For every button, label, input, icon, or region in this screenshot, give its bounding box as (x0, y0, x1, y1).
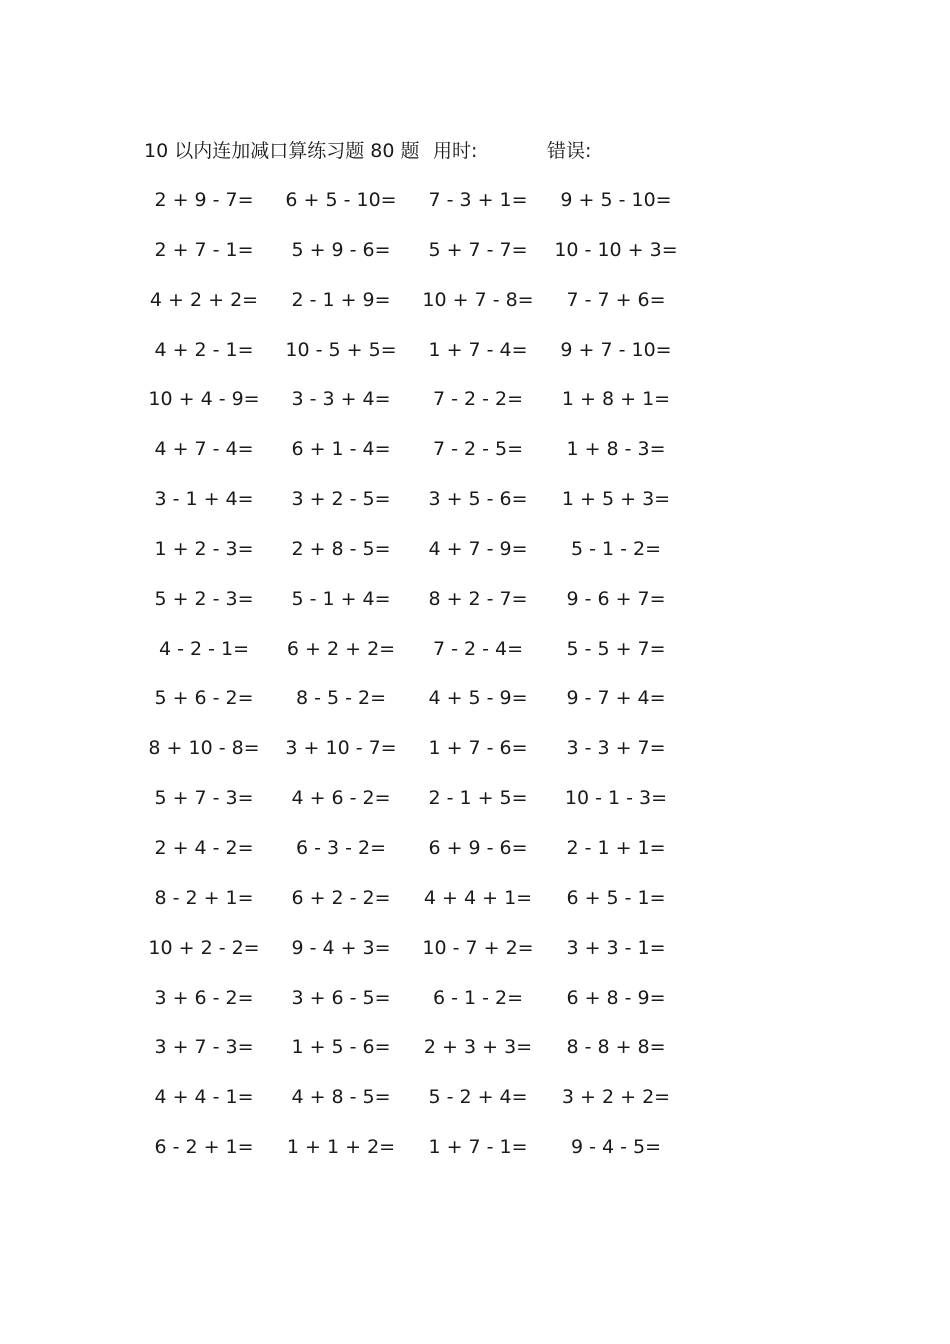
arithmetic-problem: 5 + 2 - 3= (154, 587, 254, 610)
arithmetic-problem: 5 - 2 + 4= (428, 1086, 528, 1109)
arithmetic-problem: 4 - 2 - 1= (158, 637, 250, 660)
problem-row (0, 586, 950, 636)
arithmetic-problem: 3 + 7 - 3= (154, 1036, 254, 1059)
arithmetic-problem: 9 - 7 + 4= (566, 687, 666, 710)
arithmetic-problem: 3 + 3 - 1= (566, 936, 666, 959)
problem-grid (0, 187, 950, 1184)
problem-row (0, 187, 950, 237)
arithmetic-problem: 9 - 4 - 5= (570, 1136, 662, 1159)
arithmetic-problem: 3 - 3 + 7= (566, 737, 666, 760)
time-used-label: 用时: (433, 140, 478, 162)
arithmetic-problem: 2 - 1 + 5= (428, 787, 528, 810)
problem-row (0, 287, 950, 337)
arithmetic-problem: 5 - 1 + 4= (291, 587, 391, 610)
arithmetic-problem: 2 + 8 - 5= (291, 537, 391, 560)
problem-row (0, 835, 950, 885)
arithmetic-problem: 7 - 2 - 5= (432, 438, 524, 461)
arithmetic-problem: 6 + 5 - 1= (566, 886, 666, 909)
problem-row (0, 486, 950, 536)
arithmetic-problem: 9 + 7 - 10= (560, 338, 672, 361)
arithmetic-problem: 3 + 6 - 5= (291, 986, 391, 1009)
arithmetic-problem: 3 + 5 - 6= (428, 488, 528, 511)
arithmetic-problem: 3 - 1 + 4= (154, 488, 254, 511)
arithmetic-problem: 4 + 7 - 9= (428, 537, 528, 560)
arithmetic-problem: 2 - 1 + 1= (566, 836, 666, 859)
problem-row (0, 636, 950, 686)
arithmetic-problem: 1 + 7 - 6= (428, 737, 528, 760)
problem-row (0, 985, 950, 1035)
arithmetic-problem: 7 - 7 + 6= (566, 288, 666, 311)
problem-row (0, 337, 950, 387)
arithmetic-problem: 4 + 7 - 4= (154, 438, 254, 461)
arithmetic-problem: 10 - 7 + 2= (422, 936, 534, 959)
arithmetic-problem: 1 + 5 - 6= (291, 1036, 391, 1059)
arithmetic-problem: 6 + 8 - 9= (566, 986, 666, 1009)
arithmetic-problem: 3 + 10 - 7= (285, 737, 397, 760)
arithmetic-problem: 5 + 6 - 2= (154, 687, 254, 710)
arithmetic-problem: 8 - 8 + 8= (566, 1036, 666, 1059)
arithmetic-problem: 1 + 8 + 1= (561, 388, 671, 411)
arithmetic-problem: 5 + 7 - 3= (154, 787, 254, 810)
arithmetic-problem: 10 + 2 - 2= (148, 936, 260, 959)
arithmetic-problem: 1 + 7 - 1= (428, 1136, 528, 1159)
arithmetic-problem: 1 + 2 - 3= (154, 537, 254, 560)
arithmetic-problem: 4 + 4 + 1= (423, 886, 533, 909)
problem-row (0, 436, 950, 486)
arithmetic-problem: 3 + 2 - 5= (291, 488, 391, 511)
arithmetic-problem: 5 - 5 + 7= (566, 637, 666, 660)
arithmetic-problem: 4 + 2 - 1= (154, 338, 254, 361)
arithmetic-problem: 6 + 5 - 10= (285, 189, 397, 211)
arithmetic-problem: 4 + 8 - 5= (291, 1086, 391, 1109)
arithmetic-problem: 3 + 2 + 2= (561, 1086, 671, 1109)
arithmetic-problem: 6 - 2 + 1= (154, 1136, 254, 1159)
arithmetic-problem: 6 + 1 - 4= (291, 438, 391, 461)
errors-label: 错误: (547, 140, 592, 162)
arithmetic-problem: 4 + 6 - 2= (291, 787, 391, 810)
arithmetic-problem: 8 - 5 - 2= (295, 687, 387, 710)
arithmetic-problem: 1 + 5 + 3= (561, 488, 671, 511)
arithmetic-problem: 10 - 10 + 3= (554, 238, 678, 261)
problem-row (0, 785, 950, 835)
problem-row (0, 935, 950, 985)
arithmetic-problem: 4 + 2 + 2= (149, 288, 259, 311)
arithmetic-problem: 2 + 9 - 7= (154, 189, 254, 211)
arithmetic-problem: 4 + 5 - 9= (428, 687, 528, 710)
arithmetic-problem: 6 - 3 - 2= (295, 836, 387, 859)
problem-row (0, 386, 950, 436)
arithmetic-problem: 2 + 4 - 2= (154, 836, 254, 859)
arithmetic-problem: 2 + 3 + 3= (423, 1036, 533, 1059)
arithmetic-problem: 10 + 7 - 8= (422, 288, 534, 311)
arithmetic-problem: 9 - 6 + 7= (566, 587, 666, 610)
arithmetic-problem: 8 - 2 + 1= (154, 886, 254, 909)
arithmetic-problem: 10 + 4 - 9= (148, 388, 260, 411)
worksheet-title: 10 以内连加减口算练习题 80 题 (144, 140, 420, 162)
arithmetic-problem: 1 + 8 - 3= (566, 438, 666, 461)
problem-row (0, 237, 950, 287)
problem-row (0, 1034, 950, 1084)
arithmetic-problem: 7 - 2 - 4= (432, 637, 524, 660)
arithmetic-problem: 8 + 2 - 7= (428, 587, 528, 610)
arithmetic-problem: 3 - 3 + 4= (291, 388, 391, 411)
arithmetic-problem: 9 + 5 - 10= (560, 189, 672, 211)
arithmetic-problem: 10 - 1 - 3= (564, 787, 668, 810)
problem-row (0, 685, 950, 735)
arithmetic-problem: 4 + 4 - 1= (154, 1086, 254, 1109)
arithmetic-problem: 7 - 2 - 2= (432, 388, 524, 411)
arithmetic-problem: 6 - 1 - 2= (432, 986, 524, 1009)
problem-row (0, 1084, 950, 1134)
arithmetic-problem: 1 + 1 + 2= (286, 1136, 396, 1159)
arithmetic-problem: 6 + 2 - 2= (291, 886, 391, 909)
arithmetic-problem: 7 - 3 + 1= (428, 189, 528, 211)
problem-row (0, 536, 950, 586)
arithmetic-problem: 3 + 6 - 2= (154, 986, 254, 1009)
arithmetic-problem: 2 + 7 - 1= (154, 238, 254, 261)
problem-row (0, 885, 950, 935)
worksheet-header (0, 137, 950, 165)
arithmetic-problem: 10 - 5 + 5= (285, 338, 397, 361)
problem-row (0, 1134, 950, 1184)
problem-row (0, 735, 950, 785)
arithmetic-problem: 1 + 7 - 4= (428, 338, 528, 361)
arithmetic-problem: 9 - 4 + 3= (291, 936, 391, 959)
arithmetic-problem: 8 + 10 - 8= (148, 737, 260, 760)
arithmetic-problem: 5 + 7 - 7= (428, 238, 528, 261)
arithmetic-problem: 5 + 9 - 6= (291, 238, 391, 261)
arithmetic-problem: 6 + 9 - 6= (428, 836, 528, 859)
arithmetic-problem: 2 - 1 + 9= (291, 288, 391, 311)
arithmetic-problem: 6 + 2 + 2= (286, 637, 396, 660)
arithmetic-problem: 5 - 1 - 2= (570, 537, 662, 560)
